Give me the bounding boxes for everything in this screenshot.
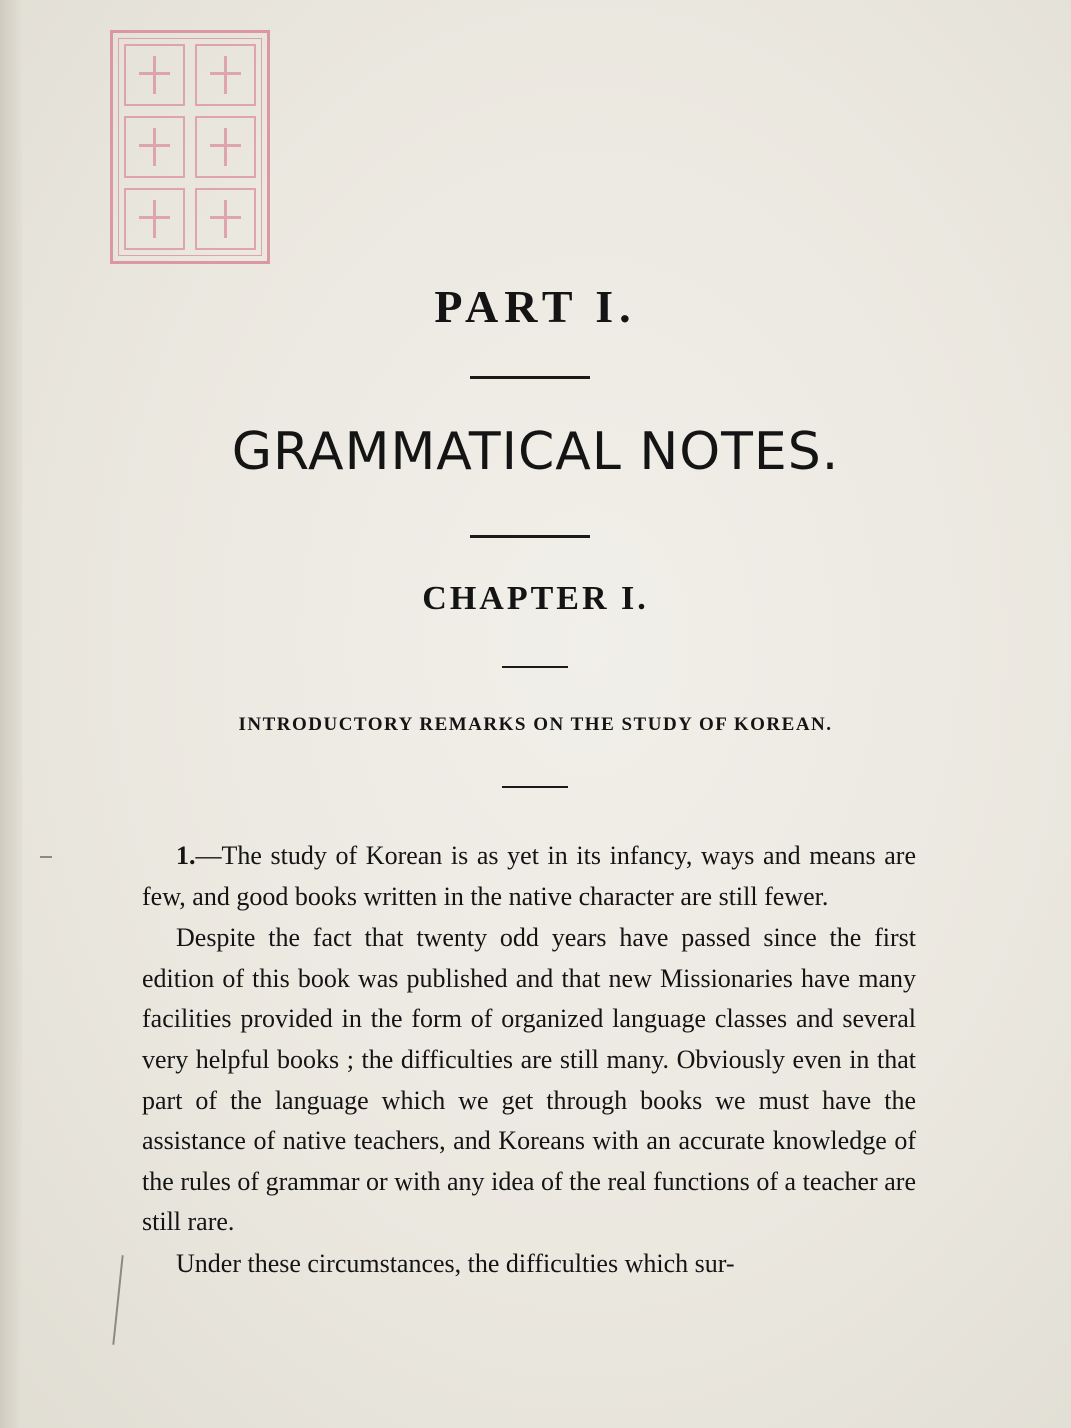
- section-heading: INTRODUCTORY REMARKS ON THE STUDY OF KOREAN.: [238, 714, 833, 735]
- seal-character: [195, 116, 256, 178]
- seal-character-grid: [119, 39, 261, 255]
- seal-character: [195, 188, 256, 250]
- paragraph-number: 1.: [176, 841, 196, 870]
- margin-pencil-mark: [112, 1255, 123, 1345]
- main-heading: GRAMMATICAL NOTES.: [231, 422, 840, 482]
- paragraph-text: —The study of Korean is as yet in its infancy, ways and means are few, and good books written in the native character are still fewer.: [142, 841, 916, 911]
- seal-character: [124, 116, 185, 178]
- divider-rule: [502, 786, 568, 788]
- seal-character: [195, 44, 256, 106]
- part-heading: PART I.: [434, 281, 637, 332]
- paragraph-text: Under these circumstances, the difficulties which sur-: [176, 1248, 735, 1278]
- body-text: [142, 836, 916, 1286]
- paragraph: [142, 1244, 916, 1285]
- chapter-heading: CHAPTER I.: [422, 580, 649, 617]
- paragraph: [142, 918, 916, 1243]
- paragraph: [142, 836, 916, 917]
- library-seal-stamp: [110, 30, 270, 264]
- margin-mark: [40, 856, 52, 858]
- divider-rule: [470, 376, 590, 379]
- paragraph-text: Despite the fact that twenty odd years have passed since the first edition of this book was published and that new Missionaries have many facilities provided in the form of organized language classes and several very helpful books ; the difficulties are still many. Obviously even in that part of the language which we get through books we must have the assistance of native teachers, and Koreans with an accurate knowledge of the rules of grammar or with any idea of the real functions of a teacher are still rare.: [142, 923, 916, 1237]
- divider-rule: [502, 666, 568, 668]
- seal-character: [124, 188, 185, 250]
- divider-rule: [470, 535, 590, 538]
- seal-character: [124, 44, 185, 106]
